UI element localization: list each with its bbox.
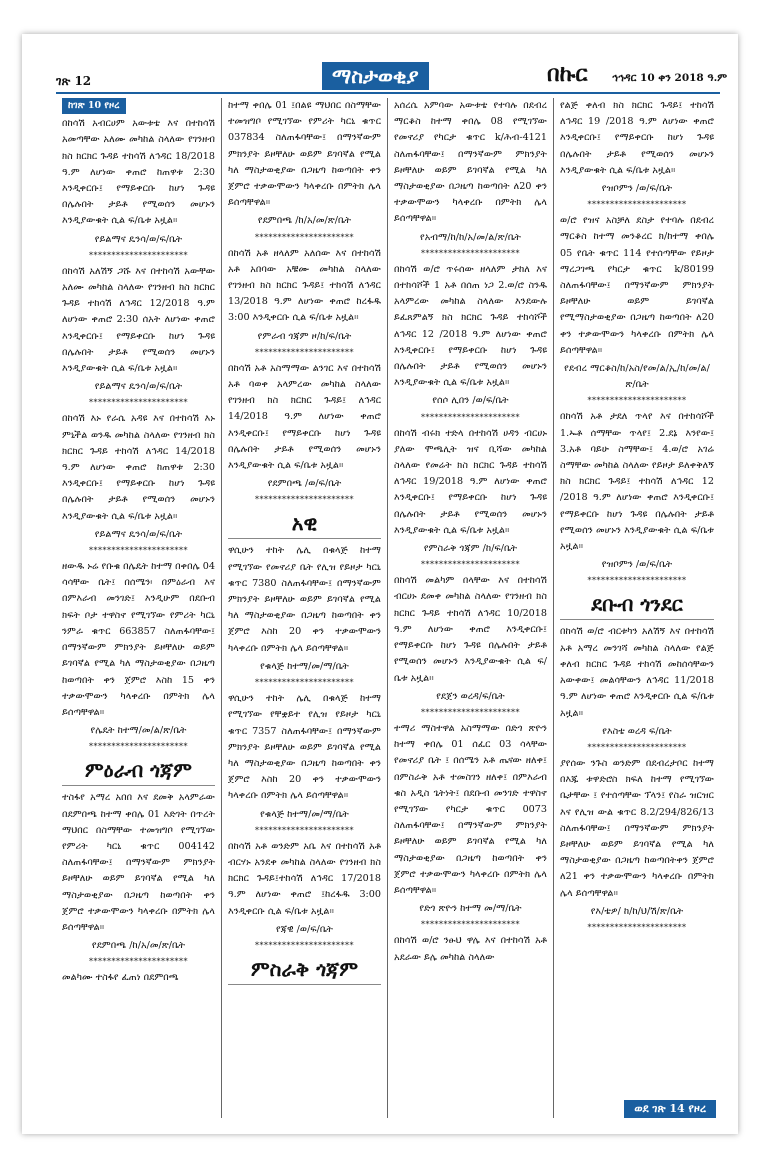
notice bbox=[394, 721, 547, 931]
notice-issuer: የሌዴት ከተማ/መ/ል/ጽ/ቤት bbox=[90, 725, 187, 737]
column-1 bbox=[56, 98, 222, 1118]
notice bbox=[560, 756, 714, 934]
separator: ********************** bbox=[255, 678, 354, 688]
separator: ********************** bbox=[255, 940, 354, 950]
notice-text: መልካሙ ተስፋየ ፈጠነ በደምበጫ bbox=[62, 972, 179, 984]
notice bbox=[228, 361, 381, 507]
notice-issuer: የቁላጅ ከተማ/መ/ማ/ቤት bbox=[260, 808, 349, 820]
separator: ********************** bbox=[587, 576, 687, 586]
header-rule bbox=[56, 92, 720, 94]
notice-text: አሰረሴ አምባው አውቱቴ የተባሉ በደብረ ማርቆስ ከተማ ቀበሌ 08 የሚገኘው የመኖሪያ የካርታ ቁጥር k/ሕብ-4121 ስለጠፋባቸው፤ በማንኛውም ምክንያት ይዞቸለሁ ወይም ይገባኛል የሚል ካለ ማስታወቂያው በጋዜጣ ከወጣበት ለ20 ቀን ተቃውሞውን ካላቀረቡ በምትክ ሌላ ይሰጣቸዋል። bbox=[394, 100, 547, 225]
notice-issuer: የምስራቅ ጎጃም /ከ/ፍ/ቤት bbox=[423, 543, 518, 555]
notice-text: የልጅ ቀለብ ክስ ክርክር ጉዳይ፤ ተከሳሽ ለኅዳር 19 /2018 ዓ.ም ለሆነው ቀጠሮ እንዲቀርቡ፤ የማይቀርቡ ከሆነ ጉዳዩ በሌሉበት ታይቶ የሚወሰን መሆኑን እንዲያውቁት ሲል ፍ/ቤቱ አዟል። bbox=[560, 100, 714, 176]
notice-issuer: የአብማ/ከ/ከ/አ/መ/ል/ጽ/ቤት bbox=[420, 231, 521, 243]
notice-text: በከሳሽ ወ/ሮ ጥሩሰው ዘላለም ታከለ እና በተከሳሾች 1 አቶ በሰጠ ነጋ 2.ወ/ሮ ስንዱ አላምረው መካከል ስላለው እንደውሉ ይፈጸምልኝ ክስ ክርክር ጉዳይ ተከሳሾች ለኅዳር 12 /2018 ዓ.ም ለሆነው ቀጠሮ እንዲቀርቡ፤ የማይቀርቡ ከሆነ ጉዳዩ በሌሉበት ታይቶ የሚወሰን መሆኑን እንዲያውቁት ሲል ፍ/ቤቱ አዟል። bbox=[394, 263, 547, 389]
notice-text: በከሳሽ አቶ ወንድም አቤ እና በተከሳሽ አቶ ብርሃኑ አንደቀ መካከል ስላለው የገንዘብ ክስ ክርክር ጉዳይ፤ተከሳሽ ለኅዳር 17/2018 ዓ.ም ለሆነው ቀጠሮ ፤ከረፋዱ 3:00 እንዲቀርቡ ሲል ፍ/ቤቱ አዟል። bbox=[228, 840, 381, 917]
separator: ********************** bbox=[587, 922, 687, 932]
notice-text: በከሳሽ አቶ አስማማው ልንገር እና በተከሳሽ አቶ ባወቀ አላምረው መካከል ስላለው የገንዘብ ክስ ክርክር ጉዳይ፤ ለኅዳር 14/2018 ዓ.ም ለሆነው ቀጠሮ እንዲቀርቡ፤ የማይቀርቡ ከሆነ ጉዳዩ በሌሉበት ታይቶ የሚወሰን መሆኑን እንዲያውቁት ሲል ፍ/ቤቱ አዟል። bbox=[228, 362, 381, 472]
separator: ********************** bbox=[255, 495, 354, 505]
notice bbox=[560, 409, 714, 587]
newspaper-name: በኩር bbox=[547, 62, 588, 87]
region-heading-awi: አዊ bbox=[228, 508, 381, 539]
notice-text: በከሳሽ ወ/ሮ ንፁህ ዋሌ እና በተከሳሽ አቶ አደራው ይሌ መካከል ስላለው bbox=[394, 935, 547, 963]
notice-text: በከሳሽ መልካም በላቸው እና በተከሳሽ ብርሀኑ ደመቀ መካከል ስላለው የገንዘብ ክስ ክርክር ጉዳይ ተከሳሽ ለኅዳር 10/2018 ዓ.ም ለሆነው ቀጠሮ እንዲቀርቡ፤ የማይቀርቡ ከሆነ ጉዳዩ በሌሉበት ታይቶ የሚወሰን መሆኑን እንዲያውቁት ሲል ፍ/ቤቱ አዟል። bbox=[394, 575, 547, 684]
notice bbox=[560, 624, 714, 753]
notice bbox=[228, 691, 381, 837]
issue-date: ኅኅዳር 10 ቀን 2018 ዓ.ም bbox=[612, 72, 728, 84]
notice bbox=[62, 970, 215, 986]
column-4 bbox=[554, 98, 720, 1118]
notice-issuer: የይልማና ዴንሳ/ወ/ፍ/ቤት bbox=[94, 381, 183, 393]
separator: ********************** bbox=[89, 546, 188, 556]
notice bbox=[394, 933, 547, 965]
notice-text: በከሳሽ አቶ ታደለ ጥላየ እና በተከሳሾች 1.ኡቶ ሰማቸው ጥላየ፤ 2.ደኔ እንየው፤ 3.አቶ ባይሁ ስማቸው፤ 4.ወ/ሮ አገሬ ስማቸው መካከል ስላለው የይዞታ ይለቀቅለኝ ክስ ክርክር ጉዳይ፤ ተከሳሽ ለኅዳር 12 /2018 ዓ.ም ለሆነው ቀጠሮ እንዲቀርቡ፤ የማይቀርቡ ከሆነ ጉዳዩ በሌሉበት ታይቶ የሚወሰን መሆኑን እንዲያውቁት ሲል ፍ/ቤቱ አዟል። bbox=[560, 411, 714, 553]
notice-text: በከሳሽ እኑ የራሴ አዳዩ እና በተከሳሽ እኑ ምኒችል ወንዱ መካከል ስላለው የገንዘብ ክስ ክርክር ጉዳይ ተከሳሽ ለኅዳር 14/2018 ዓ.ም ለሆነው ቀጠሮ ከጠዋቱ 2:30 እንዲቀርቡ፤ የማይቀርቡ ከሆነ ጉዳዩ በሌሉበት ታይቶ የሚወሰን መሆኑን እንዲያውቁት ሲል ፍ/ቤቱ አዟል። bbox=[62, 413, 215, 522]
separator: ********************** bbox=[587, 200, 687, 210]
notice-text: ከተማ ቀበሌ 01 ፤በልዩ ማህበር በስማቸው ተመዝግቦ የሚገኘው የምሪት ካርኒ ቁጥር 037834 ስለጠፋባቸው፤ በማንኛውም ምክንያት ይዞቸለሁ ወይም ይገባኛል የሚል ካለ ማስታወቂያው በጋዜጣ ከወጣበት ቀን ጀምሮ ተቃውሞውን ካላቀረቡ በምትክ ሌላ ይሰጣቸዋል። bbox=[228, 100, 381, 209]
section-title: ማስታወቂያ bbox=[322, 62, 429, 90]
notice-issuer: የድጎ ጽዮን ከተማ መ/ማ/ቤት bbox=[419, 903, 522, 915]
continued-label: ከገጽ 10 የዞረ bbox=[62, 98, 126, 114]
separator: ********************** bbox=[89, 398, 188, 408]
region-heading-west-gojjam: ምዕራብ ጎጃም bbox=[62, 755, 215, 786]
notice-issuer: የደምበጫ /ወ/ፍ/ቤት bbox=[267, 478, 342, 490]
notice-issuer: የደብረ ማርቆስ/ከ/አስ/የመ/ል/ኢ/ከ/መ/ል/ጽ/ቤት bbox=[564, 363, 710, 391]
notice-issuer: የደምበጫ /ከ/አ/መ/ጽ/ቤት bbox=[91, 940, 186, 952]
notice-issuer: የይልማና ዴንሳ/ወ/ፍ/ቤት bbox=[94, 528, 183, 540]
notice bbox=[228, 839, 381, 952]
separator: ********************** bbox=[587, 396, 687, 406]
columns bbox=[56, 98, 722, 1118]
notice-issuer: የደጀን ወረዳ/ፍ/ቤት bbox=[436, 690, 505, 702]
notice bbox=[62, 790, 215, 968]
notice-issuer: የደምበጫ /ከ/አ/መ/ጽ/ቤት bbox=[257, 215, 352, 227]
newspaper-page bbox=[22, 34, 738, 1134]
notice-issuer: የዝቦምን /ወ/ፍ/ቤት bbox=[601, 183, 673, 195]
notice-text: ተማሪ ማስተዋል አስማማው በድጎ ጽዮን ከተማ ቀበሌ 01 ሰፈር 03 ሳላቸው የመኖሪያ ቤት ፤ በሰሜን አቶ ጤናው ዘለቀ፤ በምስራቅ አቶ ተመስገን ዘለቀ፤ በምእራብ ቁስ አዲስ ጌትነት፤ በደቡብ መንገድ ተዋስኖ የሚገኘው የካርታ ቁጥር 0073 ስለጠፋባቸው፤ በማንኛውም ምክንያት ይዞቸለሁ ወይም ይገባኛል የሚል ካለ ማስታወቂያው በጋዜጣ ከወጣበት ቀን ጀምሮ ተቃውሞውን ካላቀረቡ በምትክ ሌላ ይሰጣቸዋል። bbox=[394, 722, 547, 896]
notice-text: በከሳሽ ብሩክ ተድላ በተከሳሽ ሀዳን ብርሀኑ ያለው ሞጫሊት ዝና ቢሻው መካከል ስላለው የመሬት ክስ ክርክር ጉዳይ ተከሳሽ ለኅዳር 19/2018 ዓ.ም ለሆነው ቀጠሮ እንዲቀርቡ፤ የማይቀርቡ ከሆነ ጉዳዩ በሌሉበት ታይቶ የሚወሰን መሆኑን እንዲያውቁት ሲል ፍ/ቤቱ አዟል። bbox=[394, 427, 547, 536]
notice-issuer: የቁላጅ ከተማ/መ/ማ/ቤት bbox=[260, 660, 349, 672]
notice-issuer: የእስቴ ወረዳ ፍ/ቤት bbox=[602, 725, 672, 737]
page-number: ገጽ 12 bbox=[56, 74, 92, 88]
notice bbox=[62, 264, 215, 410]
separator: ********************** bbox=[421, 707, 520, 717]
notice bbox=[228, 246, 381, 359]
notice-text: ያየሰው ንጉስ ወንድም በደብረታቦር ከተማ በእጁ ቱዋድሮስ ክፍለ ከተማ የሚገኘው ቤታቸው ፤ የተሰጣቸው ፕላን፤ የስራ ዝርዝር እና የሊዝ ውል ቁጥር 8.2/294/826/13 ስለጠፋባቸው፤ በማንኛውም ምክንያት ይዞቸለሁ ወይም ይገባኛል የሚል ካለ ማስታወቂያው በጋዜጣ ከወጣበትቀን ጀምሮ ለ21 ቀን ተቃውሞውን ካላቀረቡ በምትክ ሌላ ይሰጣቸዋል። bbox=[560, 757, 714, 899]
separator: ********************** bbox=[89, 250, 188, 260]
separator: ********************** bbox=[255, 232, 354, 242]
notice bbox=[560, 98, 714, 211]
next-page-label: ወደ ገጽ 14 የዞረ bbox=[624, 1100, 716, 1118]
notice-issuer: የይልማና ዴንሳ/ወ/ፍ/ቤት bbox=[94, 233, 183, 245]
separator: ********************** bbox=[421, 412, 520, 422]
notice-issuer: የእ/ቴዎ/ ከ/ከ/ህ/ሽ/ጽ/ቤት bbox=[590, 905, 684, 917]
notice-text: ዋሲሁን ተከት ሌሊ በቁላጅ ከተማ የሚገኘው የቸቋይተ የሊዝ የይዞታ ካርኒ ቁጥር 7357 ስለጠፋባቸው፤ በማንኛውም ምክንያት ይዞቸለሁ ወይም ይገባኛል የሚል ካለ ማስታወቂያው በጋዜጣ ከወጣበት ቀን ጀምሮ እስከ 20 ቀን ተቃውሞውን ካላቀረቡ በምትክ ሌላ ይሰጣቸዋል። bbox=[228, 693, 381, 802]
notice bbox=[62, 411, 215, 557]
separator: ********************** bbox=[587, 742, 687, 752]
notice-text: በከሳሽ አብርሀም አውቱቴ እና በተከሳሽ አመጣቸው አለሙ መካከል ስላለው የገንዘብ ክስ ክርክር ጉዳይ ተከሳሽ ለኅዳር 18/2018 ዓ.ም ለሆነው ቀጠሮ ከጠዋቱ 2:30 እንዲቀርቡ፤ የማይቀርቡ ከሆነ ጉዳዩ በሌሉበት ታይቶ የሚወሰን መሆኑን እንዲያውቁት ሲል ፍ/ቤቱ አዟል። bbox=[62, 118, 215, 227]
separator: ********************** bbox=[421, 248, 520, 258]
notice bbox=[560, 213, 714, 407]
separator: ********************** bbox=[255, 347, 354, 357]
notice bbox=[394, 573, 547, 719]
region-heading-east-gojjam: ምስራቅ ጎጃም bbox=[228, 954, 381, 985]
notice-text: ወ/ሮ የዝና አስቻለ ደስታ የተባሉ በደብረ ማርቆስ ከተማ መንቆረር ክ/ከተማ ቀበሌ 05 የቤት ቁጥር 114 የተሰጣቸው የይዞታ ማረጋገጫ የካርታ ቁጥር k/80199 ስለጠፋባቸው፤ በማንኛውም ምክንያት ይዞቸለሁ ወይም ይገባኛል የሚማስታወቂያው በጋዜጣ ከወጣበት ለ20 ቀን ተቃውሞውን ካላቀረቡ በምትክ ሌላ ይሰጣቸዋል። bbox=[560, 215, 714, 356]
notice-text: በከሳሽ አቶ ዘላለም አለሰው እና በተከሳሽ አቶ አበባው አቹሙ መካከል ስላለው የገንዘብ ክስ ክርክር ጉዳይ፤ ተከሳሽ ለኅዳር 13/2018 ዓ.ም ለሆነው ቀጠሮ ከረፋዱ 3:00 እንዲቀርቡ ሲል ፍ/ቤቱ አዟል። bbox=[228, 247, 381, 324]
notice bbox=[62, 559, 215, 753]
separator: ********************** bbox=[89, 957, 188, 967]
column-2 bbox=[222, 98, 388, 1118]
notice-issuer: የጃዊ /ወ/ፍ/ቤት bbox=[276, 923, 333, 935]
column-3 bbox=[388, 98, 554, 1118]
notice-text: በከሳሽ አለሽኝ ጋሹ እና በተከሳሽ አውቸው አለሙ መካከል ስላለው የገንዘብ ክስ ክርክር ጉዳይ ተከሳሽ ለኅዳር 12/2018 ዓ.ም ለሆነው ቀጠሮ 2:30 ሰአት ለሆነው ቀጠሮ እንዲቀርቡ፤ የማይቀርቡ ከሆነ ጉዳዩ በሌሉበት ታይቶ የሚወሰን መሆኑን እንዲያውቁት ሲል ፍ/ቤቱ አዟል። bbox=[62, 265, 215, 375]
notice-text: ዘውዱ ኑሬ የቡቁ በሌዴት ከተማ በቀበሌ 04 ሳሳቸው ቤት፤ በሰሜን፡ በምዕራብ እና በምእራብ መንገድ፤ እንዲሁም በደቡብ ክፍት ቦታ ተዋስኖ የሚገኘው የምሪት ካርኒ ንምራ ቁጥር 663857 ስለጠፋባቸው፤ በማንኛውም ምክንያት ይዞቸለሁ ወይም ይገባኛል የሚል ካለ ማስታወቂያው በጋዜጣ ከወጣበት ቀን ጀምሮ እስከ 15 ቀን ተቃውሞውን ካላቀረቡ በምትክ ሌላ ይሰጣቸዋል። bbox=[62, 561, 215, 718]
notice bbox=[394, 262, 547, 424]
separator: ********************** bbox=[89, 742, 188, 752]
notice bbox=[228, 543, 381, 689]
notice-text: በከሳሽ ወ/ሮ ብርቱካን አለሽኝ እና በተከሳሽ አቶ አማረ መንገሻ መካከል ስላለው የልጅ ቀለብ ክርክር ጉዳይ ተከሳሽ መከሰሳቸውን አውቀው፤ መልሳቸውን ለኅዳር 11/2018 ዓ.ም ለሆነው ቀጠሮ እንዲቀርቡ ሲል ፍ/ቤቱ አዟል። bbox=[560, 626, 714, 719]
page-header bbox=[22, 34, 738, 96]
notice-issuer: የሰሶ ሊበን /ወ/ፍ/ቤት bbox=[432, 395, 509, 407]
notice bbox=[394, 426, 547, 572]
region-heading-south-gondar: ደቡብ ጎንደር bbox=[560, 589, 714, 620]
separator: ********************** bbox=[421, 920, 520, 930]
notice-issuer: የዝቦምን /ወ/ፍ/ቤት bbox=[601, 559, 673, 571]
notice bbox=[228, 98, 381, 244]
notice bbox=[394, 98, 547, 260]
notice-text: ዋሲሁን ተከት ሌሊ በቁላጅ ከተማ የሚገኘው የመኖሪያ ቤት የሊዝ የይዞታ ካርኒ ቁጥር 7380 ስለጠፋባቸው፤ በማንኛውም ምክንያት ይዞቸለሁ ወይም ይገባኛል የሚል ካለ ማስታወቂያው በጋዜጣ ከወጣበት ቀን ጀምሮ እስከ 20 ቀን ተቃውሞውን ካላቀረቡ በምትክ ሌላ ይሰጣቸዋል። bbox=[228, 545, 381, 654]
separator: ********************** bbox=[255, 825, 354, 835]
notice-issuer: የምራብ ጎጃም ዞ/ከ/ፍ/ቤት bbox=[257, 330, 352, 342]
notice bbox=[62, 116, 215, 262]
separator: ********************** bbox=[421, 560, 520, 570]
notice-text: ተስፋየ አማረ አበበ እና ደመቅ አላምራው በደምበጫ ከተማ ቀበሌ 01 እድገት በጥረት ማህበር በስማቸው ተመዝግቦ የሚገኘው የምሪት ካርኒ ቁጥር 004142 ስለጠፋባቸው፤ በማንኛውም ምክንያት ይዞቸለሁ ወይም ይገባኛል የሚል ካለ ማስታወቂያው በጋዜጣ ከወጣበት ቀን ጀምሮ ተቃውሞውን ካላቀረቡ በምትክ ሌላ ይሰጣቸዋል። bbox=[62, 792, 215, 933]
